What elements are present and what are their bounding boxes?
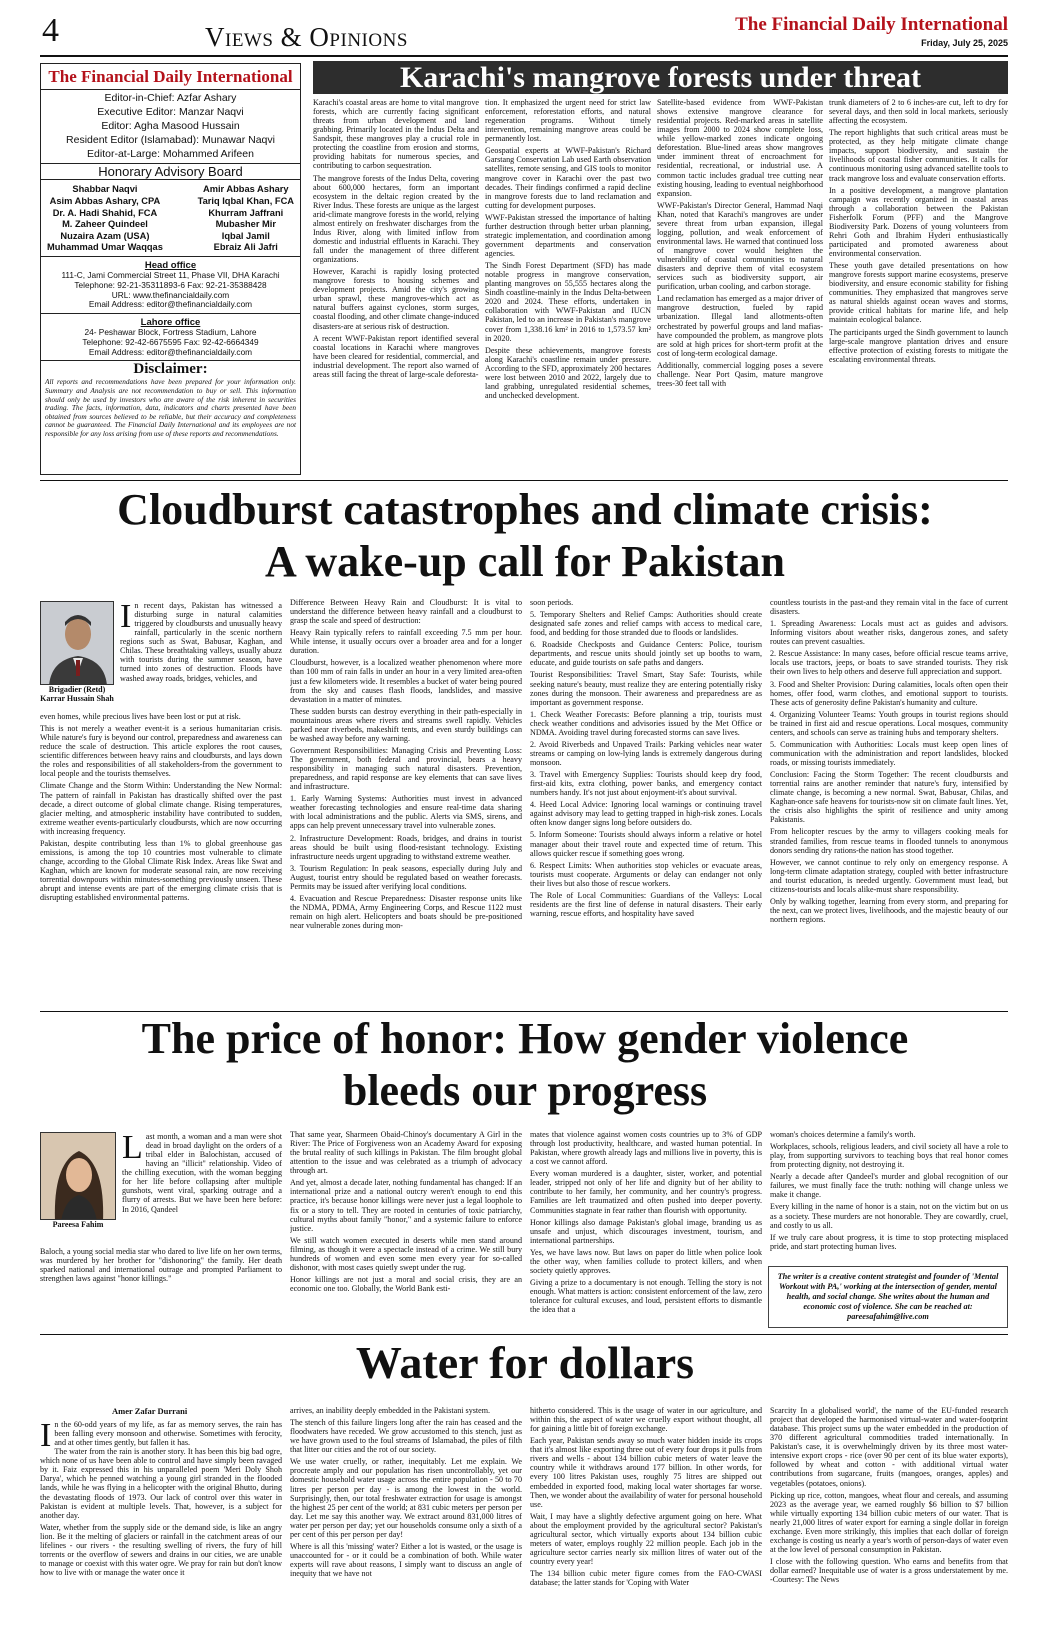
editors-list — [41, 89, 300, 161]
issue-date: Friday, July 25, 2025 — [921, 38, 1008, 48]
paragraph: Scarcity In a globalised world', the name of the EU-funded research project that developed the harmonised virtual-water and water-footprint database. This project sums up the water embedded in the production of 370 different agricultural commodities traded internationally. In Pakistan's case, it is overwhelmingly driven by its three most water-intensive export crops - rice (over 90 per cent of its blue water exports), followed by wheat and cotton - with additional virtual water contributions from sugarcane, fruits (mangoes, oranges, apples) and vegetables (potatoes, onions). — [770, 1406, 1008, 1488]
paragraph: Land reclamation has emerged as a major driver of mangrove destruction, fueled by rapid urbanization. Illegal land allotments-often orchestrated by powerful groups and land mafias-have compounded the problem, as mangrove plots are sold at high prices for short-term profit at the cost of long-term ecological damage. — [657, 294, 823, 358]
paragraph: Satellite-based evidence from WWF-Pakistan shows extensive mangrove clearance for residential projects. Red-marked areas in satellite images from 2000 to 2024 show complete loss, while yellow-marked zones indicate ongoing deforestation. Blue-lined areas show mangroves under imminent threat of encroachment for residential, recreational, or industrial use. A common tactic includes gradual tree cutting near existing housing, leading to eventual neighborhood expansion. — [657, 98, 823, 198]
paragraph: Geospatial experts at WWF-Pakistan's Richard Garstang Conservation Lab used Earth observation satellites, remote sensing, and GIS tools to monitor mangrove cover in Karachi over the past two decades. Their findings confirmed a rapid decline in mangrove forests due to land reclamation and cutting for development purposes. — [485, 146, 651, 210]
paragraph: And yet, almost a decade later, nothing fundamental has changed: If an international prize and a national outcry weren't enough to end this practice, it's because honor killings were never just a legal loophole to fix or a story to tell. They are rooted in centuries of toxic patriarchy, cultural myths about family "honor," and a systemic failure to enforce justice. — [290, 1178, 522, 1233]
article2-col3 — [530, 598, 762, 1008]
advisor: M. Zaheer Quindeel — [62, 219, 148, 230]
paragraph: We use water cruelly, or rather, inequitably. Let me explain. We procreate amply and our population has risen uncontrollably, yet our domestic household water usage across the entire population - 50 to 70 litres per person per day - is among the lowest in the world. Surprisingly, then, our total freshwater extraction for usage is amongst the highest 25 per cent of the world; at 831 cubic meters per person per day. Let me say this another way. We extract around 831,000 litres of water per person per day; yet our households consume only a sixth of a per cent of this per person per day! — [290, 1457, 522, 1539]
paragraph: 3. Tourism Regulation: In peak seasons, especially during July and August, tourist entry should be regulated based on weather forecasts. Permits may be issued after verifying local conditions. — [290, 863, 522, 891]
advisory-right — [198, 184, 294, 254]
paragraph: Every woman murdered is a daughter, sister, worker, and potential leader, stripped not only of her life and dignity but of her ability to contribute to her family, her community, and her country's progress. Families are left traumatized and often pushed into deeper poverty. Communities stagnate in fear rather than flourish with opportunity. — [530, 1169, 762, 1215]
paragraph: even homes, while precious lives have been lost or put at risk. — [40, 712, 241, 721]
paragraph: 3. Travel with Emergency Supplies: Tourists should keep dry food, first-aid kits, extra clothing, power banks, and emergency contact numbers handy. It's not just about enjoyment-it's about survival. — [530, 770, 762, 798]
paragraph: 4. Evacuation and Rescue Preparedness: Disaster response units like the NDMA, PDMA, Army Engineering Corps, and Rescue 1122 must remain on high alert. Helicopters and boats should be pre-positioned near vulnerable zones during mon- — [290, 893, 522, 931]
section-title: Views & Opinions — [205, 22, 408, 52]
author-photo — [40, 1132, 116, 1220]
portrait-icon — [41, 1133, 116, 1220]
paragraph: Conclusion: Facing the Storm Together: The recent cloudbursts and torrential rains are another reminder that nature's fury, intensified by climate change, is becoming a new normal. Swat, Babusar, Chilas, and Kaghan-once safe heavens for tourists-now sit on climate fault lines. Yet, the crisis also highlights the spirit of resilience and unity among Pakistanis. — [770, 770, 1008, 825]
article2-col1 — [40, 712, 282, 1007]
paragraph: 4. Heed Local Advice: Ignoring local warnings or continuing travel against advisory may lead to getting trapped in high-risk zones. Locals often know danger signs long before outsiders do. — [530, 800, 762, 828]
paragraph: Picking up rice, cotton, mangoes, wheat flour and cereals, and assuming 2023 as the average year, we earned roughly $6 billion to $7 billion while virtually exporting 134 billion cubic meters of our water. That is nearly 21,000 litres of water export for earning a single dollar in foreign exchange. Even more strikingly, this implies that each dollar of foreign exchange is costing us nearly a year's worth of person-days of water even at the low level of personal consumption in Pakistan. — [770, 1490, 1008, 1554]
advisor: Iqbal Jamil — [221, 230, 270, 241]
advisory-title: Honorary Advisory Board — [41, 163, 300, 180]
lahore-office — [41, 314, 300, 357]
paragraph: countless tourists in the past-and they remain vital in the face of current disasters. — [770, 598, 1008, 617]
paragraph: Honor killings also damage Pakistan's global image, branding us as unsafe and unjust, which discourages investment, tourism, and international partnerships. — [530, 1217, 762, 1245]
article3-col4 — [770, 1130, 1008, 1260]
paragraph: 1. Check Weather Forecasts: Before planning a trip, tourists must check weather conditions and advisories issued by the Met Office or NDMA. Avoiding travel during forecasted storms can save lives. — [530, 709, 762, 737]
paragraph: Nearly a decade after Qandeel's murder and global recognition of our failures, we must finally face the truth: nothing will change unless we make it change. — [770, 1172, 1008, 1200]
paragraph: 4. Organizing Volunteer Teams: Youth groups in tourist regions should be trained in first aid and rescue operations. Local mosques, community centers, and schools can serve as training hubs and temporary shelters. — [770, 709, 1008, 737]
paragraph: The Role of Local Communities: Guardians of the Valleys: Local residents are the first line of defense in natural disasters. Their early warning, rescue efforts, and hospitality have saved — [530, 890, 762, 918]
article4-col4 — [770, 1406, 1008, 1646]
paragraph: 2. Rescue Assistance: In many cases, before official rescue teams arrive, locals use tractors, jeeps, or boats to save stranded tourists. They risk their own lives to help others and deserve full appreciation and support. — [770, 649, 1008, 677]
section-rule — [40, 1334, 1008, 1335]
article3-col1 — [40, 1247, 282, 1327]
paragraph: tion. It emphasized the urgent need for strict law enforcement, reforestation efforts, and natural regeneration programs. Without timely intervention, remaining mangrove areas could be permanently lost. — [485, 98, 651, 144]
paragraph: Baloch, a young social media star who dared to live life on her own terms, was murdered by her brother for "dishonoring" the family. Her death sparked national and international outrage and prompted Parliament to strengthen laws against "honor killings." — [40, 1247, 282, 1284]
paragraph: However, we cannot continue to rely only on emergency response. A long-term climate adaptation strategy, coupled with better infrastructure and tourist education, is needed urgently. Government must lead, but citizens-tourists and locals alike-must share responsibility. — [770, 857, 1008, 894]
editor-line: Executive Editor: Manzar Naqvi — [97, 106, 244, 119]
paragraph: A recent WWF-Pakistan report identified several coastal locations in Karachi where mangroves have been cleared for residential, commercial, and industrial development. The report also warned of areas still facing the threat of large-scale deforesta- — [313, 333, 479, 379]
header-rule — [40, 55, 1008, 57]
author-block — [40, 1132, 116, 1229]
paragraph: From helicopter rescues by the army to villagers cooking meals for stranded families, from rescue teams in flooded tunnels to anonymous donors sending dry rations-the nation has stood together. — [770, 827, 1008, 855]
article3-headline — [30, 1013, 1020, 1118]
paragraph: Heavy Rain typically refers to rainfall exceeding 7.5 mm per hour. While intense, it usually occurs over a broader area and for a longer duration. — [290, 628, 522, 656]
paragraph: 5. Inform Someone: Tourists should always inform a relative or hotel manager about their travel route and expected time of return. This allows quicker rescue if something goes wrong. — [530, 830, 762, 858]
drop-cap: L — [122, 1129, 143, 1166]
paragraph: Giving a prize to a documentary is not enough. Telling the story is not enough. What matters is action: consistent enforcement of the law, zero tolerance for cultural excuses, and loud, persistent efforts to dismantle the idea that a — [530, 1277, 762, 1315]
section-rule — [40, 1011, 1008, 1012]
paragraph: Workplaces, schools, religious leaders, and civil society all have a role to play, from supporting survivors to teaching boys that real honor comes from protecting dignity, not destroying it. — [770, 1142, 1008, 1170]
portrait-icon — [41, 602, 114, 685]
email-line: Email Address: editor@thefinancialdaily.com — [88, 346, 253, 357]
headline-line: A wake-up call for Pakistan — [265, 537, 785, 587]
paragraph: I close with the following question. Who earns and benefits from that dollar earned? Inequitable use of water is a gross understatement by me. -Courtesy: The News — [770, 1557, 1008, 1585]
head-office — [41, 257, 300, 314]
phone-line: Telephone: 92-42-6675595 Fax: 92-42-6664349 — [82, 336, 259, 347]
paragraph: The stench of this failure lingers long after the rain has ceased and the floodwaters have receded. We grow accustomed to this stench, just as we have grown used to the foul streams of Islamabad, the piles of filth that litter our cities and the rot of our society. — [290, 1418, 522, 1455]
article2-lead — [40, 598, 282, 704]
article1-col3 — [657, 98, 823, 478]
article2-headline — [30, 484, 1020, 589]
author-name: Amer Zafar Durrani — [112, 1406, 188, 1416]
article3-lead — [40, 1129, 282, 1229]
paragraph: hitherto considered. This is the usage of water in our agriculture, and within this, the aspect of water we cruelly export without thought, all for gaining a little bit of foreign exchange. — [530, 1406, 762, 1434]
advisor: Shabbar Naqvi — [72, 184, 138, 195]
advisor: Ebraiz Ali Jafri — [213, 242, 278, 253]
paragraph: Tourist Responsibilities: Travel Smart, Stay Safe: Tourists, while seeking nature's beauty, must realize they are entering potentially risky zones during the monsoon. Their awareness and preparedness are as important as government response. — [530, 670, 762, 707]
paragraph: Where is all this 'missing' water? Either a lot is wasted, or the usage is unaccounted for - or it could be a combination of both. While water experts will rave about reasons, I simply want to discuss an angle of inequity that we have not — [290, 1541, 522, 1579]
lead-text: ast month, a woman and a man were shot dead in broad daylight on the orders of a tribal elder in Balochistan, accused of having an "illicit" relationship. Video of the chilling execution, with the woman begging for her life before collapsing after multiple gunshots, went viral, sparking outrage and a flurry of arrests. But we have been here before: In 2016, Qandeel — [122, 1132, 282, 1214]
paragraph: 6. Respect Limits: When authorities stop vehicles or evacuate areas, tourists must cooperate. Arguments or delay can endanger not only their lives but also those of rescue workers. — [530, 860, 762, 888]
paragraph: 6. Roadside Checkposts and Guidance Centers: Police, tourism departments, and rescue units should jointly set up booths to warn, educate, and guide tourists on safe paths and dangers. — [530, 640, 762, 668]
email-line: Email Address: editor@thefinancialdaily.com — [88, 299, 253, 310]
paragraph: Honor killings are not just a moral and social crisis, they are an economic one too. Globally, the World Bank esti- — [290, 1274, 522, 1293]
article4-col3 — [530, 1406, 762, 1646]
author-caption: Brigadier (Retd) Karrar Hussain Shah — [40, 685, 114, 704]
paragraph: Water, whether from the supply side or the demand side, is like an angry lion. Be it the melting of glaciers or rainfall in the catchment areas of our lifelines - our rivers - the resulting swelling of rivers, the fury of hill torrents or the overflow of sewers and drains in our cities, we are unable to manage or coexist with this water ogre. We pray for rain but don't know how to live with or manage the water once it — [40, 1522, 282, 1577]
article1-col2 — [485, 98, 651, 478]
paragraph: trunk diameters of 2 to 6 inches-are cut, left to dry for several days, and then sold in local markets, seriously affecting the ecosystem. — [829, 98, 1008, 126]
advisor: Mubasher Mir — [215, 219, 277, 230]
paragraph: WWF-Pakistan's Director General, Hammad Naqi Khan, noted that Karachi's mangroves are under severe threat from urban expansion, illegal logging, pollution, and weak enforcement of environmental laws. He warned that continued loss of mangrove cover would heighten the vulnerability of coastal communities to natural disasters and deprive them of vital ecosystem services such as biodiversity support, air purification, urban cooling, and carbon storage. — [657, 200, 823, 292]
paragraph: 1. Spreading Awareness: Locals must act as guides and advisors. Informing visitors about weather risks, dangerous zones, and safety routes can prevent casualties. — [770, 619, 1008, 647]
drop-cap: I — [120, 598, 132, 635]
article4-headline: Water for dollars — [355, 1337, 695, 1388]
paragraph: mates that violence against women costs countries up to 3% of GDP through lost productivity, healthcare, and wasted human potential. In Pakistan, where growth already lags and millions live in poverty, this is a cost we cannot afford. — [530, 1130, 762, 1167]
head-office-title: Head office — [144, 259, 197, 271]
lead-text: n recent days, Pakistan has witnessed a disturbing surge in natural calamities triggered by cloudbursts and unusually heavy rainfall, particularly in the scenic northern regions such as Swat, Babusar, Kaghan, and Chilas. These breathtaking valleys, usually abuzz with tourists during the summer season, have turned into zones of destruction. Floods have washed away roads, bridges, vehicles, and — [120, 601, 282, 683]
editor-line: Resident Editor (Islamabad): Munawar Naqvi — [66, 134, 275, 147]
paragraph: Additionally, commercial logging poses a severe challenge. Near Port Qasim, mature mangrove trees-30 feet tall with — [657, 360, 823, 388]
paragraph: In a positive development, a mangrove plantation campaign was recently organized in coastal areas through a collaboration between the Pakistan Fisherfolk Forum (PFF) and the Mangrove Biodiversity Park. Dozens of young volunteers from Rehri Goth and Ibrahim Hyderi enthusiastically participated and promoted awareness about environmental conservation. — [829, 185, 1008, 258]
paragraph: These sudden bursts can destroy everything in their path-especially in mountainous areas where rivers and streams swell rapidly. Vehicles parked near riverbeds, makeshift tents, and even sturdy buildings can be washed away before any warning. — [290, 706, 522, 743]
advisor: Amir Abbas Ashary — [202, 184, 289, 195]
advisor: Khurram Jaffrani — [208, 207, 284, 218]
author-block — [40, 601, 114, 703]
paragraph: 5. Temporary Shelters and Relief Camps: Authorities should create designated safe zones and relief camps with access to medical care, food, and bedding for those stranded due to floods or landslides. — [530, 610, 762, 638]
advisor: Tariq Iqbal Khan, FCA — [197, 195, 294, 206]
paragraph: arrives, an inability deeply embedded in the Pakistani system. — [290, 1406, 491, 1415]
paragraph: However, Karachi is rapidly losing protected mangrove forests to housing schemes and development projects. Amid the city's growing urban sprawl, these mangroves-which act as natural buffers against cyclones, storm surges, coastal flooding, and other climate change-induced disasters-are at serious risk of destruction. — [313, 267, 479, 331]
article3-col3 — [530, 1130, 762, 1330]
paragraph: Karachi's coastal areas are home to vital mangrove forests, which are currently facing significant threats from urban development and land grabbing. Primarily located in the Indus Delta and Sandspit, these mangroves play a crucial role in protecting the coastline from erosion and storms, providing habitats for numerous species, and contributing to carbon sequestration. — [313, 98, 479, 171]
article1-col4 — [829, 98, 1008, 478]
author-photo — [40, 601, 114, 685]
article2-col2 — [290, 598, 522, 1008]
advisor: Muhammad Umar Waqqas — [47, 242, 163, 253]
url-line: URL: www.thefinancialdaily.com — [111, 289, 230, 300]
paragraph: The mangrove forests of the Indus Delta, covering about 600,000 hectares, form an important ecosystem in the deltaic region created by the River Indus. These forests are unique as the largest arid-climate mangrove forests in the world, relying almost entirely on freshwater discharges from the Indus River, along with limited inflow from domestic and industrial effluents in Karachi. They fall under the management of three different organizations. — [313, 173, 479, 265]
headline-line: bleeds our progress — [342, 1066, 708, 1116]
paragraph: Each year, Pakistan sends away so much water hidden inside its crops that it's almost like exporting three out of every four drops it pulls from rivers and wells - about 134 billion cubic meters of water leave the country while it withdraws around 177 billion. In other words, for every 100 litres Pakistan uses, roughly 75 litres are shipped out embedded in exported food, making local water shortages far worse. Then, we wonder about the availability of water for personal household use. — [530, 1436, 762, 1509]
staff-box — [40, 63, 301, 475]
article1-col1 — [313, 98, 479, 478]
article3-col2 — [290, 1130, 522, 1330]
paragraph: The 134 billion cubic meter figure comes from the FAO-CWASI database; the latter stands for 'Coping with Water — [530, 1569, 762, 1588]
paper-name: The Financial Daily International — [735, 14, 1008, 35]
lead-paragraph — [40, 1420, 282, 1454]
masthead — [735, 14, 1008, 48]
editor-line: Editor: Agha Masood Hussain — [101, 120, 240, 133]
headline-line: Cloudburst catastrophes and climate crisis: — [117, 485, 933, 534]
paragraph: The Sindh Forest Department (SFD) has made notable progress in mangrove conservation, planting mangroves on 55,555 hectares along the Sindh coastline-mainly in the Indus Delta-between 2020 and 2024. These efforts, undertaken in collaboration with WWF-Pakistan and IUCN Pakistan, led to an increase in Pakistan's mangrove cover from 1,338.16 km² in 2016 to 1,573.57 km² in 2020. — [485, 261, 651, 343]
editor-line: Editor-at-Large: Mohammed Arifeen — [87, 148, 254, 161]
advisory-board — [41, 180, 300, 257]
paragraph: 1. Early Warning Systems: Authorities must invest in advanced weather forecasting technologies and ensure real-time data sharing with local administrations and the public. Alerts via SMS, sirens, and apps can help prevent unnecessary travel into vulnerable zones. — [290, 794, 522, 831]
paragraph: 5. Communication with Authorities: Locals must keep open lines of communication with the administration and report landslides, blocked roads, or missing tourists immediately. — [770, 739, 1008, 767]
paragraph: If we truly care about progress, it is time to stop protecting misplaced pride, and start protecting human lives. — [770, 1232, 1008, 1251]
paragraph: These youth gave detailed presentations on how mangrove forests support marine ecosystems, preserve biodiversity, and ensure economic stability for fishing communities. They emphasized that mangroves serve as natural shields against ocean waves and storms, provide critical habitats for marine life, and help maintain ecological balance. — [829, 261, 1008, 325]
paragraph: 2. Infrastructure Development: Roads, bridges, and drains in tourist areas should be built using flood-resistant technology. Existing infrastructure needs urgent upgrading to withstand extreme weather. — [290, 833, 522, 861]
paragraph: The report highlights that such critical areas must be protected, as they help mitigate climate change impacts, support biodiversity, and sustain the livelihoods of coastal fisher communities. It calls for continuous monitoring using advanced satellite tools to track mangrove loss and evaluate conservation efforts. — [829, 128, 1008, 183]
disclaimer-text: All reports and recommendations have been prepared for your information only. Summary and Analysis are not recommendation to buy or sell. This information should only be used by investors who are aware of the risk inherent in securities trading. The facts, information, data, indicators and charts presented have been obtained from sources believed to be reliable, but their accuracy and completeness cannot be guaranteed. The Financial Daily International and its employees are not responsible for any loss arising from use of these reports and recommendations. — [45, 377, 296, 439]
advisor: Asim Abbas Ashary, CPA — [49, 195, 161, 206]
article2-col4 — [770, 598, 1008, 1008]
article4-col2 — [290, 1406, 522, 1646]
article4-col1 — [40, 1420, 282, 1645]
paragraph: Government Responsibilities: Managing Crisis and Preventing Loss: The government, both federal and provincial, bears a heavy responsibility in managing such natural disasters. Prevention, preparedness, and rapid response are key elements that can save lives and infrastructure. — [290, 745, 522, 792]
page-number: 4 — [42, 12, 59, 49]
disclaimer-title: Disclaimer: — [41, 360, 300, 378]
writer-bio: The writer is a creative content strategist and founder of 'Mental Workout with PA,' working at the intersection of gender, mental health, and social change. She writes about the human and economic cost of violence. She can be reached at: pareesafahim@live.com — [768, 1266, 1008, 1328]
paragraph: Difference Between Heavy Rain and Cloudburst: It is vital to understand the difference between heavy rainfall and a cloudburst to grasp the scale and speed of destruction: — [290, 598, 522, 626]
lahore-office-title: Lahore office — [140, 317, 201, 329]
paragraph: Only by walking together, learning from every storm, and preparing for the next, can we protect lives, livelihoods, and the majestic beauty of our northern regions. — [770, 896, 1008, 924]
paragraph: woman's choices determine a family's worth. — [770, 1130, 916, 1139]
paragraph: Wait, I may have a slightly defective argument going on here. What about the employment provided by the agricultural sector? Pakistan's agricultural sector, which virtually exports about 134 billion cubic meters of water, employs roughly 22 million people. Each job in the agriculture sector carries nearly six million litres of water out of the country every year! — [530, 1511, 762, 1566]
address-line: 24- Peshawar Block, Fortress Stadium, Lahore — [84, 327, 257, 338]
section-rule — [40, 480, 1008, 481]
advisory-left — [47, 184, 163, 254]
paragraph: 3. Food and Shelter Provision: During calamities, locals often open their homes, offer food, warm clothes, and emotional support to tourists. These acts of generosity define Pakistan's humanity and culture. — [770, 679, 1008, 707]
paragraph: 2. Avoid Riverbeds and Unpaved Trails: Parking vehicles near water streams or camping on low-lying lands is extremely dangerous during monsoon. — [530, 739, 762, 767]
paragraph: The participants urged the Sindh government to launch large-scale mangrove plantation drives and ensure effective protection of existing forests to mitigate the escalating environmental threats. — [829, 327, 1008, 364]
author-caption: Pareesa Fahim — [52, 1220, 104, 1229]
paragraph: We still watch women executed in deserts while men stand around filming, as though it were a spectacle instead of a crime. We still bury hundreds of women and even some men every year for so-called dishonor, with most cases quietly swept under the rug. — [290, 1235, 522, 1272]
advisor: Dr. A. Hadi Shahid, FCA — [52, 207, 158, 218]
lead-text: n the 60-odd years of my life, as far as memory serves, the rain has been falling every monsoon and otherwise. Sometimes with ferocity, and at other times gently, but fallen it has. — [54, 1420, 282, 1448]
staff-paper-name: The Financial Daily International — [48, 67, 293, 86]
paragraph: Despite these achievements, mangrove forests along Karachi's coastline remain under pressure. According to the SFD, approximately 200 hectares were lost between 2010 and 2022, largely due to land grabbing, unregulated residential schemes, and unchecked development. — [485, 345, 651, 400]
address-line: 111-C, Jami Commercial Street 11, Phase VII, DHA Karachi — [61, 269, 280, 280]
paragraph: Yes, we have laws now. But laws on paper do little when police look the other way, when families collude to protect killers, and when society quietly approves. — [530, 1247, 762, 1275]
drop-cap: I — [40, 1420, 52, 1454]
editor-line: Editor-in-Chief: Azfar Ashary — [104, 92, 237, 104]
paragraph: WWF-Pakistan stressed the importance of halting further destruction through better urban planning, strategic implementation, and coordination among government departments and conservation agencies. — [485, 212, 651, 258]
headline-line: The price of honor: How gender violence — [141, 1014, 909, 1063]
advisor: Nuzaira Azam (USA) — [60, 230, 150, 241]
phone-line: Telephone: 92-21-35311893-6 Fax: 92-21-35388428 — [74, 279, 267, 290]
article1-headline: Karachi's mangrove forests under threat — [313, 61, 1008, 94]
paragraph: Every killing in the name of honor is a stain, not on the victim but on us as a society. These murders are not honorable. They are cowardly, cruel, and costly to us all. — [770, 1202, 1008, 1230]
paragraph: Pakistan, despite contributing less than 1% to global greenhouse gas emissions, is among the top 10 countries most vulnerable to climate change, according to the Global Climate Risk Index. Areas like Swat and Kaghan, which are known for moderate seasonal rain, are now receiving torrential downpours within minutes-something previously unseen. These abrupt and intense events are part of the emerging climate crisis that is disrupting established environmental patterns. — [40, 838, 282, 903]
paragraph: soon periods. — [530, 598, 574, 607]
paragraph: That same year, Sharmeen Obaid-Chinoy's documentary A Girl in the River: The Price of Forgiveness won an Academy Award for exposing the brutal reality of such killings in Pakistan. The film brought global attention to the issue and was celebrated as a triumph of advocacy through art. — [290, 1130, 522, 1176]
paragraph: Climate Change and the Storm Within: Understanding the New Normal: The pattern of rainfall in Pakistan has drastically shifted over the past decade, a direct outcome of global climate change. Rising temperatures, glacier melting, and atmospheric instability have contributed to sudden, extreme weather events-particularly cloudbursts, which are now occurring with increasing frequency. — [40, 781, 282, 836]
paragraph: This is not merely a weather event-it is a serious humanitarian crisis. While nature's fury is beyond our control, preparedness and awareness can reduce the scale of destruction. This article explores the root causes, scientific differences between heavy rains and cloudbursts, and lays down the roles and responsibilities of all stakeholders-from the government to local people and the tourists themselves. — [40, 724, 282, 779]
paragraph: Cloudburst, however, is a localized weather phenomenon where more than 100 mm of rain falls in under an hour in a very limited area-often just a few kilometers wide. It resembles a bucket of water being poured from the sky and causes flash floods, landslides, and massive devastation in a matter of minutes. — [290, 658, 522, 704]
paragraph: The water from the rain is another story. It has been this big bad ogre, which none of us have been able to control and have simply been ravaged by it. Faiz expressed this in his unparalleled poem 'Meri Doly Shoh Darya', which he penned watching a young girl stranded in the flooded lands, while he was flying in a helicopter with the original Bhutto, during the devastating floods of 1973. Our lack of control over this water in Pakistan is evident at multiple levels. That, however, is a subject for another day. — [40, 1447, 282, 1520]
